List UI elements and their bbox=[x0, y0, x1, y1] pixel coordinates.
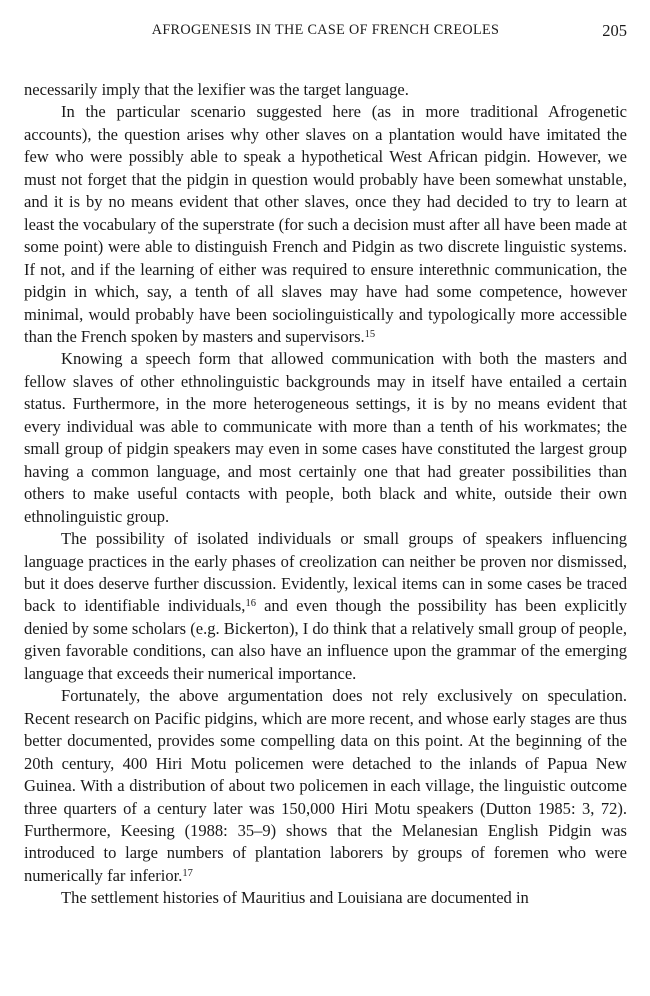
running-title: AFROGENESIS IN THE CASE OF FRENCH CREOLES bbox=[151, 22, 500, 38]
paragraph bbox=[24, 79, 627, 101]
paragraph bbox=[24, 887, 627, 909]
footnote-ref[interactable]: 15 bbox=[364, 328, 376, 340]
paragraph bbox=[24, 348, 627, 528]
body-text bbox=[24, 79, 627, 910]
footnote-ref[interactable]: 17 bbox=[182, 867, 193, 879]
page-number: 205 bbox=[602, 21, 627, 40]
paragraph-text: The settlement histories of Mauritius and Louisiana are documented in bbox=[61, 888, 529, 908]
paragraph bbox=[24, 685, 627, 887]
running-header bbox=[24, 22, 627, 44]
paragraph-text: Fortunately, the above argumentation does not rely exclusively on speculation. Recent research on Pacific pidgins, which are more recent, and whose early stages are thus better documented, provides some compelling data on this point. At the beginning of the 20th century, 400 Hiri Motu policemen were detached to the inlands of Papua New Guinea. With a distribution of about two policemen in each village, the linguistic outcome three quarters of a century later was 150,000 Hiri Motu speakers (Dutton 1985: 3, 72). Furthermore, Keesing (1988: 35–9) shows that the Melanesian English Pidgin was introduced to large numbers of plantation laborers by groups of foremen who were numerically far inferior. bbox=[24, 686, 627, 885]
paragraph-text: The possibility of isolated individuals or small groups of speakers influencing language practices in the early phases of creolization can neither be proven nor dismissed, but it does deserve further discussion. Evidently, lexical items can in some cases be traced back to identifiable individuals, bbox=[24, 529, 627, 616]
paragraph bbox=[24, 101, 627, 348]
footnote-ref[interactable]: 16 bbox=[245, 598, 256, 610]
paragraph-text: In the particular scenario suggested here (as in more traditional Afrogenetic accounts), the question arises why other slaves on a plantation would have imitated the few who were possibly able to speak a hypothetical West African pidgin. However, we must not forget that the pidgin in question would probably have been somewhat unstable, and it is by no means evident that other slaves, once they had decided to try to learn at least the vocabulary of the superstrate (for such a decision must after all have been made at some point) were able to distinguish French and Pidgin as two discrete linguistic systems. If not, and if the learning of either was required to ensure interethnic communication, the pidgin in which, say, a tenth of all slaves may have had some competence, however minimal, would probably have been sociolinguistically and typologically more accessible than the French spoken by masters and supervisors. bbox=[24, 102, 627, 346]
paragraph-text: Knowing a speech form that allowed communication with both the masters and fellow slaves of other ethnolinguistic backgrounds may in itself have entailed a certain status. Furthermore, in the more heterogeneous settings, it is by no means evident that every individual was able to communicate with more than a tenth of his workmates; the small group of pidgin speakers may even in some cases have constituted the largest group having a common language, and most certainly one that had greater possibilities than others to make useful contacts with people, both black and white, outside their own ethnolinguistic group. bbox=[24, 349, 627, 526]
paragraph bbox=[24, 528, 627, 685]
paragraph-text: and even though the possibility has been explicitly denied by some scholars (e.g. Bickerton), I do think that a relatively small group of people, given favorable conditions, can also have an influence upon the grammar of the emerging language that exceeds their numerical importance. bbox=[24, 596, 627, 683]
paragraph-text: necessarily imply that the lexifier was the target language. bbox=[24, 80, 409, 99]
